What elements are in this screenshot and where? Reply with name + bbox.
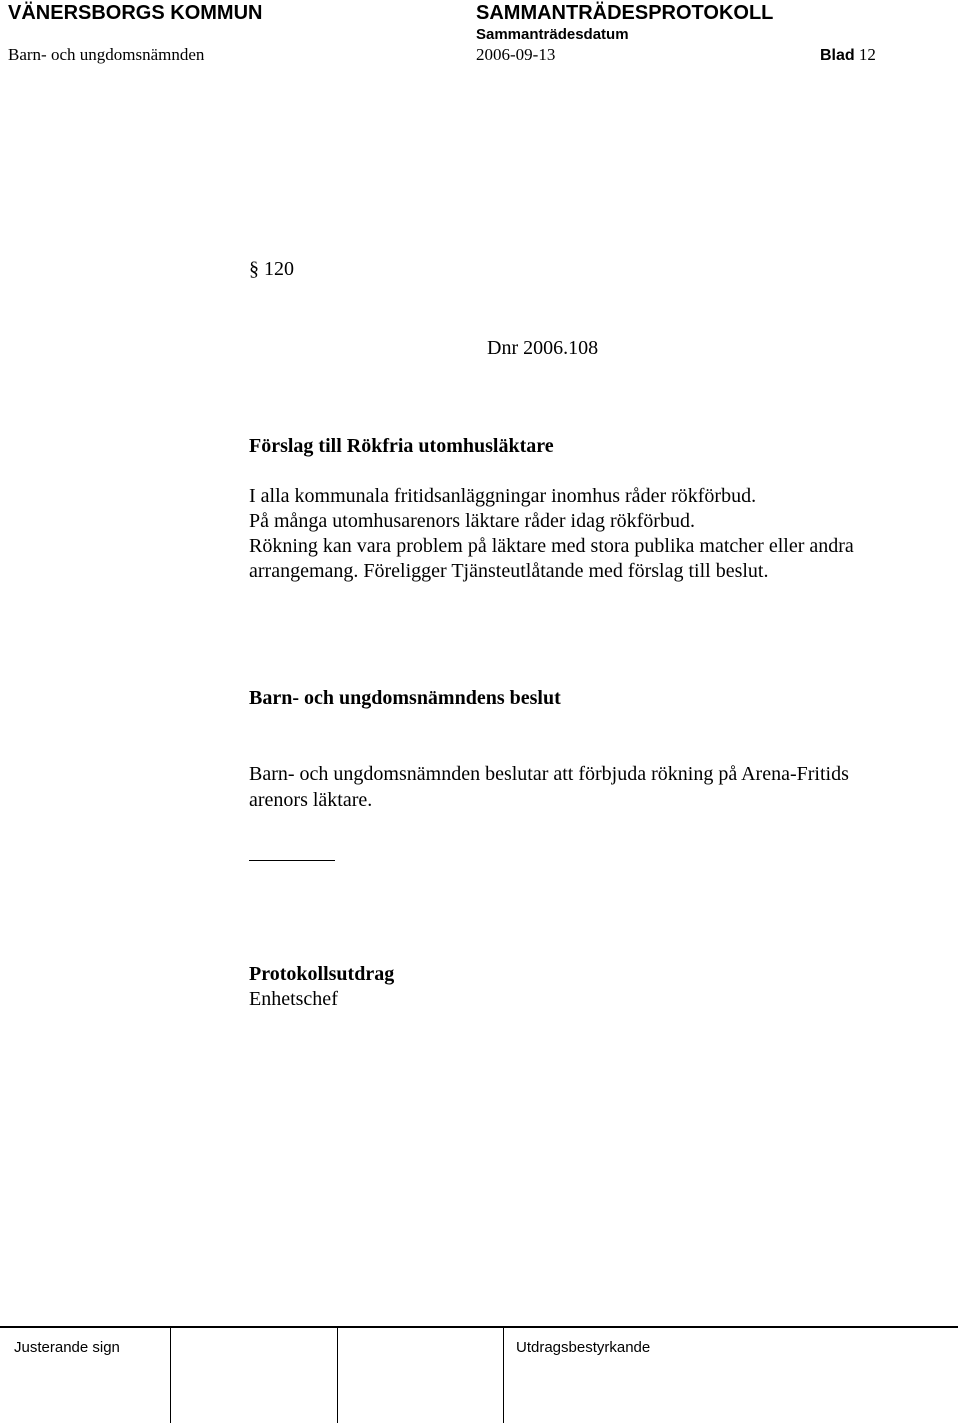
item-body (249, 484, 854, 584)
decision-text (249, 761, 849, 813)
page-number: 12 (858, 45, 876, 64)
meeting-date-label: Sammanträdesdatum (476, 26, 629, 43)
diary-number: Dnr 2006.108 (487, 337, 599, 359)
body-line: På många utomhusarenors läktare råder idag rökförbud. (249, 510, 695, 532)
signature-footer (0, 1326, 958, 1423)
separator-rule (249, 860, 335, 861)
section-number: § 120 (249, 258, 294, 280)
signature-box-divider (337, 1328, 338, 1423)
committee-name: Barn- och ungdomsnämnden (8, 45, 205, 64)
extract-heading: Protokollsutdrag (249, 963, 395, 985)
decision-line: arenors läktare. (249, 789, 373, 811)
body-line: I alla kommunala fritidsanläggningar inomhus råder rökförbud. (249, 485, 757, 507)
document-type: SAMMANTRÄDESPROTOKOLL (476, 2, 774, 24)
item-title: Förslag till Rökfria utomhusläktare (249, 435, 554, 457)
body-line: arrangemang. Föreligger Tjänsteutlåtande med förslag till beslut. (249, 560, 769, 582)
extract-recipient: Enhetschef (249, 988, 338, 1010)
meeting-date: 2006-09-13 (476, 45, 556, 64)
decision-heading: Barn- och ungdomsnämndens beslut (249, 687, 561, 709)
decision-line: Barn- och ungdomsnämnden beslutar att förbjuda rökning på Arena-Fritids (249, 763, 849, 785)
signature-box-divider (503, 1328, 504, 1423)
justering-label: Justerande sign (14, 1339, 120, 1356)
signature-box-divider (170, 1328, 171, 1423)
utdrag-label: Utdragsbestyrkande (516, 1339, 651, 1356)
page-label: Blad (820, 47, 855, 64)
organization-name: VÄNERSBORGS KOMMUN (8, 2, 263, 24)
page-indicator (820, 45, 876, 65)
body-line: Rökning kan vara problem på läktare med stora publika matcher eller andra (249, 535, 854, 557)
